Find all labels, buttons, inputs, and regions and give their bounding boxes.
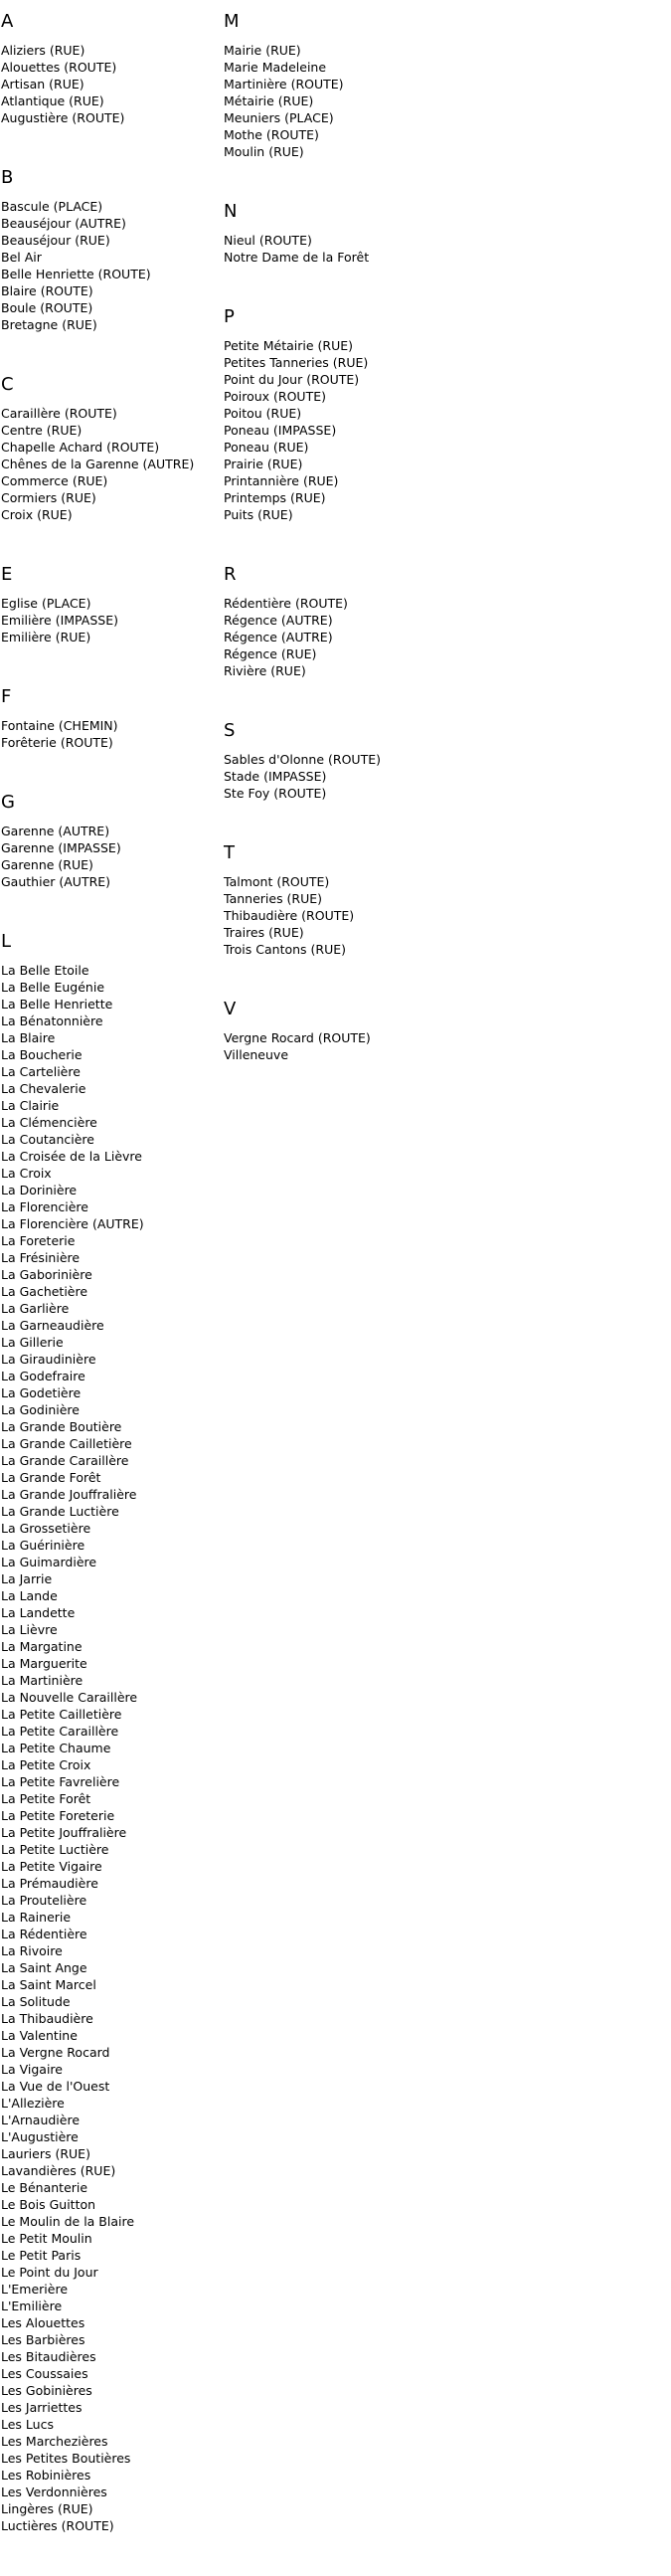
street-name: La Prémaudière (1, 1876, 98, 1891)
street-name: Lauriers (RUE) (1, 2146, 90, 2161)
street-name: La Frésinière (1, 1250, 81, 1265)
section-letter-heading: G (1, 792, 15, 813)
street-name: Le Petit Paris (1, 2248, 82, 2263)
street-name: Lingères (RUE) (1, 2501, 93, 2516)
street-name: La Margatine (1, 1639, 83, 1654)
street-name: Les Bitaudières (1, 2349, 96, 2364)
section-letter-heading: M (224, 11, 240, 32)
letter-section-l (1, 932, 220, 2534)
street-name: Vergne Rocard (ROUTE) (224, 1030, 371, 1045)
street-name: Villeneuve (224, 1047, 289, 1062)
street-name: Prairie (RUE) (224, 457, 303, 471)
street-name: Régence (AUTRE) (224, 630, 333, 644)
street-name: La Grande Forêt (1, 1470, 101, 1485)
street-name: Meuniers (PLACE) (224, 110, 334, 125)
street-name: Beauséjour (RUE) (1, 233, 110, 248)
street-list (1, 595, 220, 645)
street-name: La Grande Cailletière (1, 1436, 132, 1451)
street-name: Emilière (IMPASSE) (1, 613, 118, 628)
street-name: Petite Métairie (RUE) (224, 338, 353, 353)
section-letter-heading: L (1, 931, 12, 952)
street-name: La Rédentière (1, 1927, 87, 1941)
street-list (224, 595, 472, 679)
street-name: Rivière (RUE) (224, 663, 306, 678)
letter-section-f (1, 687, 220, 751)
street-name: La Petite Foreterie (1, 1808, 115, 1823)
section-letter-heading: R (224, 564, 237, 585)
street-name: Bel Air (1, 250, 42, 265)
street-name: La Clairie (1, 1098, 60, 1113)
street-name: La Godetière (1, 1385, 82, 1400)
street-list (224, 751, 472, 802)
street-name: Printemps (RUE) (224, 490, 326, 505)
street-name: Le Bénanterie (1, 2180, 88, 2195)
street-name: La Florencière (1, 1199, 88, 1214)
street-name: Stade (IMPASSE) (224, 769, 327, 784)
street-name: Les Robinières (1, 2468, 91, 2483)
street-name: Caraillère (ROUTE) (1, 406, 117, 421)
street-name: La Grande Caraillère (1, 1453, 129, 1468)
right-column (224, 12, 472, 1105)
street-name: La Marguerite (1, 1656, 87, 1671)
street-name: La Foreterie (1, 1233, 76, 1248)
street-name: Les Petites Boutières (1, 2451, 131, 2466)
street-name: La Giraudinière (1, 1352, 96, 1367)
street-name: Le Bois Guitton (1, 2197, 96, 2212)
street-name: Rédentière (ROUTE) (224, 596, 348, 611)
street-list (224, 337, 472, 523)
street-name: La Petite Forêt (1, 1791, 91, 1806)
street-name: Le Moulin de la Blaire (1, 2214, 135, 2229)
street-name: Les Barbières (1, 2332, 85, 2347)
street-name: Cormiers (RUE) (1, 490, 96, 505)
street-name: Martinière (ROUTE) (224, 77, 344, 92)
street-name: La Vergne Rocard (1, 2045, 110, 2060)
street-name: La Thibaudière (1, 2011, 93, 2026)
street-name: La Landette (1, 1605, 76, 1620)
street-name: Le Petit Moulin (1, 2231, 92, 2246)
street-name: Centre (RUE) (1, 423, 83, 438)
street-name: Garenne (IMPASSE) (1, 840, 121, 855)
street-name: La Guimardière (1, 1555, 97, 1569)
street-list (1, 717, 220, 751)
street-name: L'Augustière (1, 2129, 79, 2144)
street-name: La Vigaire (1, 2062, 63, 2077)
street-name: Régence (RUE) (224, 646, 317, 661)
street-name: Nieul (ROUTE) (224, 233, 312, 248)
street-name: Les Marchezières (1, 2434, 108, 2449)
street-name: Poneau (RUE) (224, 440, 309, 455)
street-name: Printannière (RUE) (224, 473, 339, 488)
street-name: La Martinière (1, 1673, 84, 1688)
street-name: La Garlière (1, 1301, 70, 1316)
street-list (1, 823, 220, 890)
street-name: La Godinière (1, 1402, 80, 1417)
street-name: La Croix (1, 1166, 52, 1181)
street-list (224, 42, 472, 160)
street-name: Trois Cantons (RUE) (224, 942, 347, 957)
street-name: La Petite Luctière (1, 1842, 109, 1857)
street-name: La Belle Henriette (1, 997, 113, 1012)
street-name: Ste Foy (ROUTE) (224, 786, 327, 801)
street-name: La Cartelière (1, 1064, 81, 1079)
street-name: La Solitude (1, 1994, 71, 2009)
street-list (224, 232, 472, 266)
street-name: Poneau (IMPASSE) (224, 423, 337, 438)
section-letter-heading: S (224, 720, 236, 741)
street-name: La Grande Luctière (1, 1504, 119, 1519)
section-letter-heading: P (224, 306, 235, 327)
street-name: Régence (AUTRE) (224, 613, 333, 628)
street-name: Aliziers (RUE) (1, 43, 85, 58)
street-name: La Florencière (AUTRE) (1, 1216, 144, 1231)
street-name: La Vue de l'Ouest (1, 2079, 110, 2094)
street-name: Augustière (ROUTE) (1, 110, 125, 125)
street-name: Les Lucs (1, 2417, 54, 2432)
street-name: Luctières (ROUTE) (1, 2518, 114, 2533)
street-name: Blaire (ROUTE) (1, 283, 93, 298)
street-name: L'Emerière (1, 2282, 69, 2297)
street-name: Commerce (RUE) (1, 473, 108, 488)
street-name: La Gillerie (1, 1335, 64, 1350)
section-letter-heading: V (224, 999, 237, 1019)
street-list (1, 405, 220, 523)
street-list (1, 962, 220, 2534)
street-name: Mothe (ROUTE) (224, 127, 319, 142)
section-letter-heading: T (224, 842, 235, 863)
street-name: Boule (ROUTE) (1, 300, 93, 315)
street-name: La Proutelière (1, 1893, 87, 1908)
letter-section-s (224, 721, 472, 802)
letter-section-r (224, 565, 472, 679)
section-letter-heading: F (1, 686, 12, 707)
street-name: Croix (RUE) (1, 507, 73, 522)
street-name: L'Emilière (1, 2299, 63, 2313)
street-name: Le Point du Jour (1, 2265, 98, 2280)
street-name: Petites Tanneries (RUE) (224, 355, 369, 370)
street-name: Mairie (RUE) (224, 43, 301, 58)
street-name: La Croisée de la Lièvre (1, 1149, 142, 1164)
street-name: Fontaine (CHEMIN) (1, 718, 118, 733)
street-name: Notre Dame de la Forêt (224, 250, 370, 265)
street-name: Eglise (PLACE) (1, 596, 91, 611)
street-name: La Blaire (1, 1030, 56, 1045)
street-name: Puits (RUE) (224, 507, 293, 522)
letter-section-b (1, 168, 220, 333)
street-name: Les Alouettes (1, 2315, 85, 2330)
street-name: La Clémencière (1, 1115, 97, 1130)
street-name: Chênes de la Garenne (AUTRE) (1, 457, 195, 471)
street-name: La Grande Jouffralière (1, 1487, 137, 1502)
street-name: La Petite Chaume (1, 1741, 111, 1755)
street-name: La Lande (1, 1588, 58, 1603)
letter-section-c (1, 375, 220, 523)
letter-section-e (1, 565, 220, 645)
street-name: Métairie (RUE) (224, 93, 314, 108)
street-name: Chapelle Achard (ROUTE) (1, 440, 160, 455)
street-list (1, 198, 220, 333)
street-name: Forêterie (ROUTE) (1, 735, 113, 750)
street-name: Alouettes (ROUTE) (1, 60, 117, 75)
street-name: La Dorinière (1, 1183, 78, 1197)
section-letter-heading: B (1, 167, 14, 188)
street-name: Garenne (RUE) (1, 857, 93, 872)
street-name: L'Allezière (1, 2096, 65, 2111)
street-name: La Rainerie (1, 1910, 72, 1925)
letter-section-a (1, 12, 220, 126)
street-name: La Godefraire (1, 1369, 85, 1383)
street-name: La Jarrie (1, 1571, 53, 1586)
section-letter-heading: E (1, 564, 13, 585)
street-name: Moulin (RUE) (224, 144, 304, 159)
street-name: La Coutancière (1, 1132, 94, 1147)
street-name: La Boucherie (1, 1047, 83, 1062)
street-name: La Petite Jouffralière (1, 1825, 127, 1840)
section-letter-heading: C (1, 374, 14, 395)
street-name: Emilière (RUE) (1, 630, 91, 644)
street-name: La Saint Ange (1, 1960, 87, 1975)
street-name: Marie Madeleine (224, 60, 327, 75)
street-name: Tanneries (RUE) (224, 891, 323, 906)
street-name: Atlantique (RUE) (1, 93, 104, 108)
street-name: Gauthier (AUTRE) (1, 874, 111, 889)
street-name: Les Coussaies (1, 2366, 88, 2381)
street-name: Poitou (RUE) (224, 406, 302, 421)
street-name: La Grossetière (1, 1521, 91, 1536)
letter-section-t (224, 843, 472, 958)
street-name: La Belle Eugénie (1, 980, 105, 995)
street-name: Garenne (AUTRE) (1, 824, 110, 838)
street-name: Bretagne (RUE) (1, 317, 97, 332)
street-name: Talmont (ROUTE) (224, 874, 330, 889)
street-name: La Nouvelle Caraillère (1, 1690, 138, 1705)
street-name: La Petite Caraillère (1, 1724, 119, 1739)
street-name: La Rivoire (1, 1943, 63, 1958)
street-name: La Garneaudière (1, 1318, 104, 1333)
street-name: La Gaborinière (1, 1267, 92, 1282)
street-name: Bascule (PLACE) (1, 199, 103, 214)
letter-section-v (224, 1000, 472, 1063)
street-name: Les Jarriettes (1, 2400, 83, 2415)
street-name: La Bénatonnière (1, 1013, 103, 1028)
street-name: La Guérinière (1, 1538, 85, 1553)
section-letter-heading: N (224, 201, 238, 222)
street-name: La Grande Boutière (1, 1419, 122, 1434)
street-name: Point du Jour (ROUTE) (224, 372, 360, 387)
street-name: Belle Henriette (ROUTE) (1, 267, 151, 281)
street-name: La Saint Marcel (1, 1977, 96, 1992)
street-name: La Petite Vigaire (1, 1859, 102, 1874)
street-name: La Petite Cailletière (1, 1707, 122, 1722)
street-name: Les Gobinières (1, 2383, 92, 2398)
section-letter-heading: A (1, 11, 14, 32)
street-name: La Gachetière (1, 1284, 88, 1299)
street-list (224, 873, 472, 958)
letter-section-g (1, 793, 220, 890)
letter-section-p (224, 307, 472, 523)
street-name: La Petite Favrelière (1, 1774, 120, 1789)
street-name: Lavandières (RUE) (1, 2163, 116, 2178)
street-name: La Petite Croix (1, 1757, 91, 1772)
letter-section-m (224, 12, 472, 160)
street-name: Traires (RUE) (224, 925, 304, 940)
street-name: Thibaudière (ROUTE) (224, 908, 355, 923)
street-name: La Chevalerie (1, 1081, 86, 1096)
street-name: La Lièvre (1, 1622, 58, 1637)
street-name: La Valentine (1, 2028, 78, 2043)
street-name: Artisan (RUE) (1, 77, 84, 92)
street-name: Poiroux (ROUTE) (224, 389, 326, 404)
street-name: L'Arnaudière (1, 2113, 81, 2127)
street-name: Les Verdonnières (1, 2484, 107, 2499)
street-name: Beauséjour (AUTRE) (1, 216, 126, 231)
street-list (224, 1029, 472, 1063)
street-list (1, 42, 220, 126)
left-column (1, 12, 220, 2576)
letter-section-n (224, 202, 472, 266)
street-name: La Belle Etoile (1, 963, 89, 978)
street-name: Sables d'Olonne (ROUTE) (224, 752, 381, 767)
